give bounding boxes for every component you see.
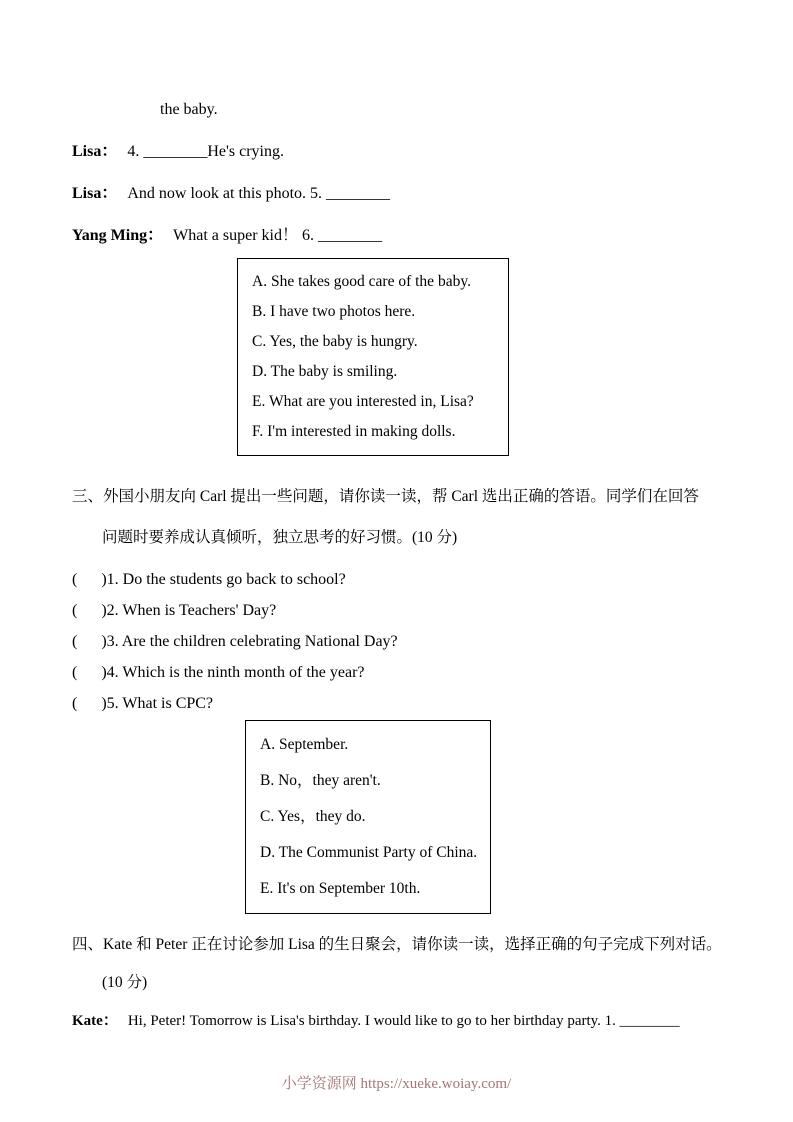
section4-title-line2: (10 分): [102, 974, 148, 991]
option-e: E. It's on September 10th.: [260, 880, 421, 897]
dialog-line-lisa-4: [72, 144, 725, 160]
option-b: B. I have two photos here.: [252, 303, 416, 320]
option-c: C. Yes, the baby is hungry.: [252, 333, 418, 350]
option-d: D. The Communist Party of China.: [260, 844, 478, 861]
section3-title-line2: 问题时要养成认真倾听，独立思考的好习惯。(10 分): [102, 529, 458, 546]
answer-options-box-2: [245, 720, 491, 914]
dialog-text: What a super kid！ 6. ________: [173, 227, 382, 244]
question-5: ( )5. What is CPC?: [72, 695, 214, 712]
dialog-line-kate-1: [72, 1013, 725, 1029]
dialog-line-lisa-5: [72, 186, 725, 202]
question-1: ( )1. Do the students go back to school?: [72, 571, 346, 588]
speaker-name: Kate：: [72, 1013, 118, 1029]
option-b: B. No，they aren't.: [260, 772, 381, 789]
option-c: C. Yes，they do.: [260, 808, 366, 825]
dialog-text: Hi, Peter! Tomorrow is Lisa's birthday. I would like to go to her birthday party. 1. ________: [127, 1013, 680, 1029]
speaker-name: Lisa：: [72, 185, 118, 202]
speaker-name: Lisa：: [72, 143, 118, 160]
question-4: ( )4. Which is the ninth month of the year?: [72, 664, 365, 681]
section3-title-line1: 三、外国小朋友向 Carl 提出一些问题，请你读一读，帮 Carl 选出正确的答语。同学们在回答: [72, 488, 699, 505]
section4-title-line1: 四、Kate 和 Peter 正在讨论参加 Lisa 的生日聚会，请你读一读，选择正确的句子完成下列对话。: [72, 936, 722, 953]
dialog-line-yangming-6: [72, 228, 725, 244]
dialog-text: 4. ________He's crying.: [127, 143, 284, 160]
dialog-text: And now look at this photo. 5. ________: [127, 185, 391, 202]
answer-options-box-1: [237, 258, 509, 456]
option-f: F. I'm interested in making dolls.: [252, 423, 456, 440]
question-3: ( )3. Are the children celebrating National Day?: [72, 633, 398, 650]
question-2: ( )2. When is Teachers' Day?: [72, 602, 277, 619]
watermark-footer: 小学资源网 https://xueke.woiay.com/: [281, 1076, 512, 1092]
dialog-continuation-line: the baby.: [160, 101, 218, 118]
option-d: D. The baby is smiling.: [252, 363, 398, 380]
option-e: E. What are you interested in, Lisa?: [252, 393, 474, 410]
option-a: A. September.: [260, 736, 349, 753]
option-a: A. She takes good care of the baby.: [252, 273, 471, 290]
speaker-name: Yang Ming：: [72, 227, 164, 244]
